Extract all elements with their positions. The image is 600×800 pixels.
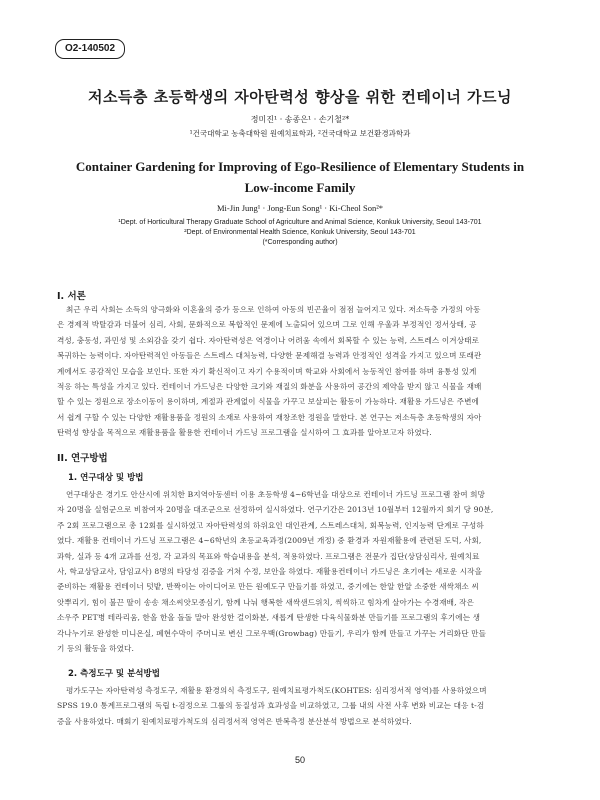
paragraph-line: 복귀하는 능력이다. 자아탄력적인 아동들은 스트레스 대처능력, 다양한 문제해결 능력과 안정적인 성격을 가지고 있으며 또래관 xyxy=(57,351,482,361)
presentation-code-badge: O2-140502 xyxy=(55,39,125,59)
korean-title: 저소득층 초등학생의 자아탄력성 향상을 위한 컨테이너 가드닝 xyxy=(87,88,513,106)
english-title xyxy=(60,156,540,198)
paragraph-line: 자 20명을 실험군으로 비참여자 20명을 대조군으로 선정하여 실시하였다. 연구기간은 2013년 10월부터 12월까지 회기 당 90분, xyxy=(57,505,494,515)
paragraph-line: 준비하는 재활용 컨테이너 텃밭, 반짝이는 아이디어로 만든 원예도구 만들기를 하였고, 중기에는 한알 한알 소중한 새싹채소 씨 xyxy=(57,582,479,592)
section-heading-introduction: I. 서론 xyxy=(57,291,86,302)
measurement-paragraph xyxy=(57,683,545,729)
section-heading-methods: II. 연구방법 xyxy=(57,453,108,464)
paragraph-line: 각나누기로 완성한 미니온실, 폐현수막이 주머니로 변신 그로우백(Growbag) 만들기, 우리가 함께 만들고 가꾸는 거리화단 만들 xyxy=(57,628,487,638)
english-title-line-2: Low-income Family xyxy=(244,180,356,195)
subsection-heading-measurement: 2. 측정도구 및 분석방법 xyxy=(68,669,160,679)
paragraph-line: 할 수 있는 정원으로 장소이동이 용이하며, 계절과 관계없이 식물을 가꾸고 보살피는 활동이 가능하다. 재활용 가드닝은 주변에 xyxy=(57,397,479,407)
paragraph-line: 최근 우리 사회는 소득의 양극화와 이혼율의 증가 등으로 인하여 아동의 빈곤율이 점점 늘어지고 있다. 저소득층 가정의 아동 xyxy=(66,305,481,314)
paragraph-line: 연구대상은 경기도 안산시에 위치한 B지역아동센터 이용 초등학생 4~6학년을 대상으로 컨테이너 가드닝 프로그램 참여 희망 xyxy=(66,490,486,499)
paragraph-line: 서 쉽게 구할 수 있는 다양한 재활용품을 정원의 소재로 사용하여 재창조한 정원을 말한다. 본 연구는 저소득층 초등학생의 자아 xyxy=(57,412,482,422)
affiliation-1: ¹Dept. of Horticultural Therapy Graduate School of Agriculture and Animal Science, Konkuk University, Seoul 143-701 xyxy=(118,219,482,226)
subjects-paragraph xyxy=(57,487,545,656)
paragraph-line: 탄력성 향상을 목적으로 재활용품을 활용한 컨테이너 가드닝 프로그램을 실시하여 그 효과를 알아보고자 하였다. xyxy=(57,428,432,438)
paragraph-line: 기 등의 활동을 하였다. xyxy=(57,644,134,654)
english-title-line-1: Container Gardening for Improving of Ego-Resilience of Elementary Students in xyxy=(75,159,525,174)
paragraph-line: 였다. 재활용 컨테이너 가드닝 프로그램은 4~6학년의 초등교육과정(2009년 개정) 중 환경과 자원재활용에 관련된 도덕, 사회, xyxy=(57,536,482,546)
paragraph-line: 적응 하는 특성을 가지고 있다. 컨테이너 가드닝은 다양한 크기와 재질의 화분을 사용하여 공간의 제약을 받지 않고 식물을 재배 xyxy=(57,382,482,392)
paragraph-line: 계에서도 공감적인 모습을 보인다. 또한 자기 확신적이고 자기 수용적이며 학교와 사회에서 능동적인 참여를 하며 융통성 있게 xyxy=(57,366,477,376)
affiliation-2: ²Dept. of Environmental Health Science, Konkuk University, Seoul 143-701 xyxy=(184,229,416,236)
paragraph-line: 앗뿌리기, 힘이 불끈 딸이 송송 채소씨앗모종심기, 함께 나눠 행복한 새싹샌드위치, 씩씩하고 힘차게 살아가는 수경재배, 작은 xyxy=(57,597,475,607)
subsection-heading-subjects: 1. 연구대상 및 방법 xyxy=(68,473,144,483)
paragraph-line: 소우주 PET병 테라리움, 한올 한올 돌돌 말아 완성한 걸이화분, 새롭게 탄생한 다육식물화분 만들기를 프로그램의 후기에는 생 xyxy=(57,613,481,623)
introduction-paragraph xyxy=(57,302,545,441)
english-affiliations xyxy=(40,218,560,248)
paragraph-line: 평가도구는 자아탄력성 측정도구, 재활용 환경의식 측정도구, 원예치료평가척도(KOHTES: 심리정서적 영역)를 사용하였으며 xyxy=(66,686,487,695)
corresponding-author-note: (*Corresponding author) xyxy=(262,239,338,246)
paragraph-line: 과학, 실과 등 4개 교과를 선정, 각 교과의 목표와 학습내용을 분석, 적용하였다. 프로그램은 전문가 집단(상담심리사, 원예치료 xyxy=(57,551,480,561)
paragraph-line: 증을 사용하였다. 매회기 원예치료평가척도의 심리정서적 영역은 반복측정 분산분석 방법으로 분석하였다. xyxy=(57,716,412,726)
paragraph-line: SPSS 19.0 통계프로그램의 독립 t-검정으로 그룹의 동질성과 효과성을 비교하였고, 그룹 내의 사전 사후 변화 비교는 대응 t-검 xyxy=(57,701,485,711)
korean-affiliations: ¹건국대학교 농축대학원 원예치료학과, ²건국대학교 보건환경과학과 xyxy=(189,129,411,138)
paragraph-line: 격성, 충동성, 과민성 및 소외감을 갖기 쉽다. 자아탄력성은 역경이나 어려움 속에서 회복할 수 있는 능력, 스트레스 이겨상태로 xyxy=(57,335,480,345)
paragraph-line: 주 2회 프로그램으로 총 12회를 실시하였고 자아탄력성의 하위요인 대인관계, 스트레스대처, 회복능력, 인지능력 단계로 구성하 xyxy=(57,520,484,530)
page-number: 50 xyxy=(294,755,305,765)
english-authors: Mi-Jin Jung¹ · Jong-Eun Song¹ · Ki-Cheol Son²* xyxy=(216,203,384,213)
korean-authors: 정미진¹ · 송종은¹ · 손기철²* xyxy=(250,115,350,124)
paragraph-line: 은 경제적 박탈감과 더불어 심리, 사회, 문화적으로 복합적인 문제에 노출되어 있으며 그로 인해 우울과 부정적인 정서상태, 공 xyxy=(57,320,477,330)
paragraph-line: 사, 학교상담교사, 담임교사) 8명의 타당성 검증을 거쳐 수정, 보안을 하였다. 재활용컨테이너 가드닝은 초기에는 새로운 시작을 xyxy=(57,567,483,577)
